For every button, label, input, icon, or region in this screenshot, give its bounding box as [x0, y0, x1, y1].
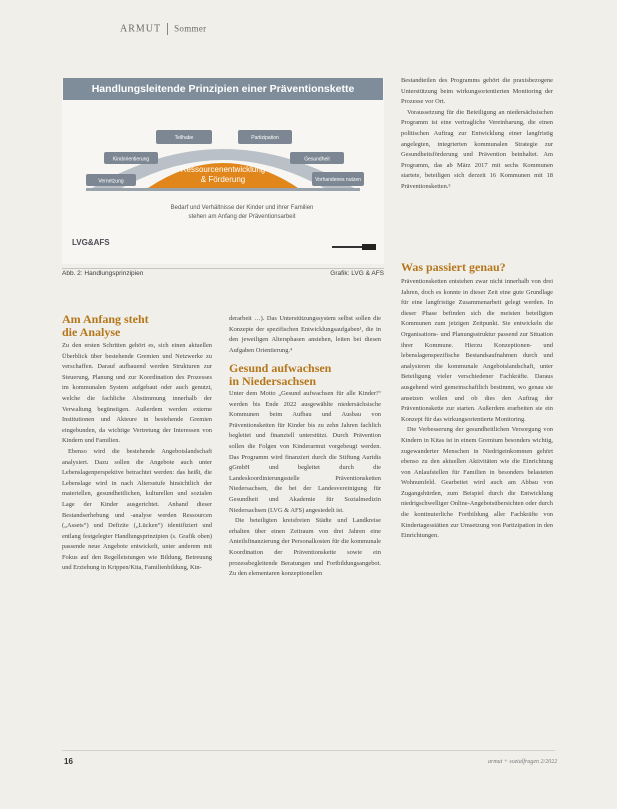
heading-gesund-line-1: Gesund aufwachsen [229, 361, 332, 375]
partner-logo-icon [332, 244, 376, 250]
figure-banner: Handlungsleitende Prinzipien einer Präventionskette [63, 78, 383, 100]
header-divider [167, 23, 168, 35]
footer-rule [62, 750, 555, 751]
column-3-top [401, 76, 553, 193]
column-1-text [62, 341, 212, 574]
block-label-4: Partizipation [251, 135, 279, 141]
heading-gesund-aufwachsen [229, 362, 331, 388]
block-label-1: Vernetzung [98, 178, 124, 185]
base-line [86, 188, 360, 191]
col2-paragraph-1: Unter dem Motto „Gesund aufwachsen für alle Kinder!“ werden bis Ende 2022 ausgewählte niedersächsische Kommunen beim Aufbau und Ausbau von Präventionsketten für Kinder bis zu zehn Jahren fachlich begleitet und finanziell unterstützt. Durch Prävention sollen die Folgen von Kinderarmut vorgebeugt werden. Das Programm wird finanziert durch die Stiftung Auridis gGmbH und begleitet durch die Landeskoordinierungsstelle Präventionsketten Niedersachsen, die bei der Landesvereinigung für Gesundheit und Akademie für Sozialmedizin Niedersachsen (LVG & AFS) angesiedelt ist. [229, 390, 381, 514]
heading-analyse-line-2: die Analyse [62, 325, 121, 339]
magazine-name: ARMUT [120, 23, 162, 35]
heading-was-passiert: Was passiert genau? [401, 260, 506, 274]
lvg-afs-logo: LVG&AFS [72, 238, 110, 247]
center-label-1: Ressourcenentwicklung [180, 165, 266, 174]
page-number: 16 [64, 757, 73, 766]
col3-paragraph-top: Bestandteilen des Programms gehört die praxisbezogene Unterstützung beim wirkungsorientierten Monitoring der Prozesse vor Ort. [401, 77, 553, 106]
col1-paragraph-1: Zu den ersten Schritten gehört es, sich einen aktuellen Überblick über bestehende Gremien und Netzwerke zu verschaffen. Darauf aufbauend werden Strukturen zur Steuerung, Planung und zur Koordination des Prozesses im kommunalen System aufgebaut oder auch genutzt, welche die fachliche Abstimmung innerhalb der Verwaltung begünstigen. Außerdem werden externe Institutionen und Akteure in bestehende Gremien eingebunden, da wichtige Vertretung der Interessen von Kindern und Familien. [62, 342, 212, 445]
running-header [120, 23, 206, 37]
col2-paragraph-2: Die beteiligten kreisfreien Städte und Landkreise erhalten über einen Zeitraum von drei Jahren eine Anteilsfinanzierung der Personalkosten für die kommunale Koordination der Präventionskette sowie ein prozessbegleitende Beratungen und Fortbildungsangebot. Zu den elementaren konzeptionellen [229, 517, 381, 578]
col3-paragraph-2: Voraussetzung für die Beteiligung an niedersächsischen Programm ist eine vertragliche Vereinbarung, die einen politischen Auftrag zur Entwicklung einer langfristig angelegten, integrierten kommunalen Strategie zur Gesundheitsförderung und Prävention beinhaltet. Am Programm, das ab März 2017 mit sechs Kommunen startete, beteiligen sich derzeit 16 Kommunen mit 18 Präventionsketten.⁵ [401, 108, 553, 190]
col3-paragraph-3: Präventionsketten entstehen zwar nicht innerhalb von drei Jahren, doch es konnte in dieser Zeit eine gute Grundlage für eine langfristige Zusammenarbeit gelegt werden. In dieser Phase befinden sich die meisten beteiligten Kommunen zum jetzigen Zeitpunkt. Sie entwickeln die Organisations- und Planungsstruktur passend zur Situation ihrer Kommune. Hierzu Konzeptionen- und lebenslagenspezifische Bestandsaufnahmen durch und analysieren die kommunale Angebotslandschaft, unter Beteiligung vieler verschiedener Fachkräfte. Daraus ausgehend wird gemeinschaftlich bestimmt, wo genau sie ansetzen wollen und ob dies den Auftrag der Präventionskette zur starten. Außerdem erarbeiten sie ein Konzept für das wirkungsorientierte Monitoring. [401, 278, 553, 423]
heading-gesund-line-2: in Niedersachsen [229, 374, 316, 388]
column-2-top [229, 314, 381, 356]
column-2-text [229, 389, 381, 580]
column-3-text [401, 277, 553, 542]
footer-publication: armut + sozialfragen 2/2022 [488, 759, 558, 765]
col2-paragraph-top: derarbeit …). Das Unterstützungssystem selbst sollen die Konzepte der spezifischen Entwicklungsaufgaben¹, die in den jeweiligen Altersphasen anstehen, leiten bei diesen Aufgaben Orientierung.⁴ [229, 315, 381, 354]
block-label-6: Vorhandenes nutzen [315, 177, 361, 183]
col3-paragraph-4: Die Verbesserung der gesundheitlichen Versorgung von Kindern in Kitas ist in einem Gremium besonders wichtig, zugewanderter Menschen in Niedrigeinkommen gehört ebenso zu den aktuellen Aktivitäten wie die Einrichtung von Anlaufstellen für Familien in besonders belasteten Wohnumfeld. Gearbeitet wird auch am Abbau von Zugangshürden, zum Beispiel durch die Entwicklung niedrigschwelliger Online-Angebotsübersichten oder durch die kontinuierliche Fortbildung aller Fachkräfte von Kindertagesstätten zur Umsetzung von Partizipation in den Einrichtungen. [401, 426, 553, 540]
col1-paragraph-2: Ebenso wird die bestehende Angebotslandschaft analysiert. Dazu sollen die Angebote auch unter Lebenslagenperspektive betrachtet werden: das heißt, die Lebenslage wird in nach Altersstufe hinsichtlich der materiellen, gesundheitlichen, kulturellen und sozialen Lage der Kinder ausgerichtet. Anhand dieser Bestandserhebung und -analyse werden Ressourcen („Assets“) und Defizite („Lücken“) identifiziert und entlang festgelegter Handlungsprinzipien (s. Grafik oben) passende neue Angebote entwickelt, unter anderem mit Fokus auf den Regelleistungen wie Bildung, Betreuung und Erziehung in Krippen/Kita, Familienbildung, Kin- [62, 447, 212, 572]
figure-source: Grafik: LVG & AFS [330, 270, 384, 277]
prevention-chain-figure [62, 78, 384, 264]
heading-analyse-line-1: Am Anfang steht [62, 312, 149, 326]
heading-analyse [62, 313, 149, 339]
figure-caption [152, 204, 332, 222]
block-label-2: Kindorientierung [112, 156, 150, 163]
figure-caption-row [62, 268, 384, 282]
figure-caption-line-1: Bedarf und Verhältnisse der Kinder und ihrer Familien [170, 205, 314, 211]
figure-number: Abb. 2: Handlungsprinzipien [62, 270, 144, 277]
section-name: Sommer [174, 23, 207, 34]
center-label-2: & Förderung [200, 175, 246, 184]
figure-caption-line-2: stehen am Anfang der Präventionsarbeit [188, 214, 296, 220]
block-label-5: Gesundheit [304, 156, 330, 163]
block-label-3: Teilhabe [174, 135, 194, 141]
